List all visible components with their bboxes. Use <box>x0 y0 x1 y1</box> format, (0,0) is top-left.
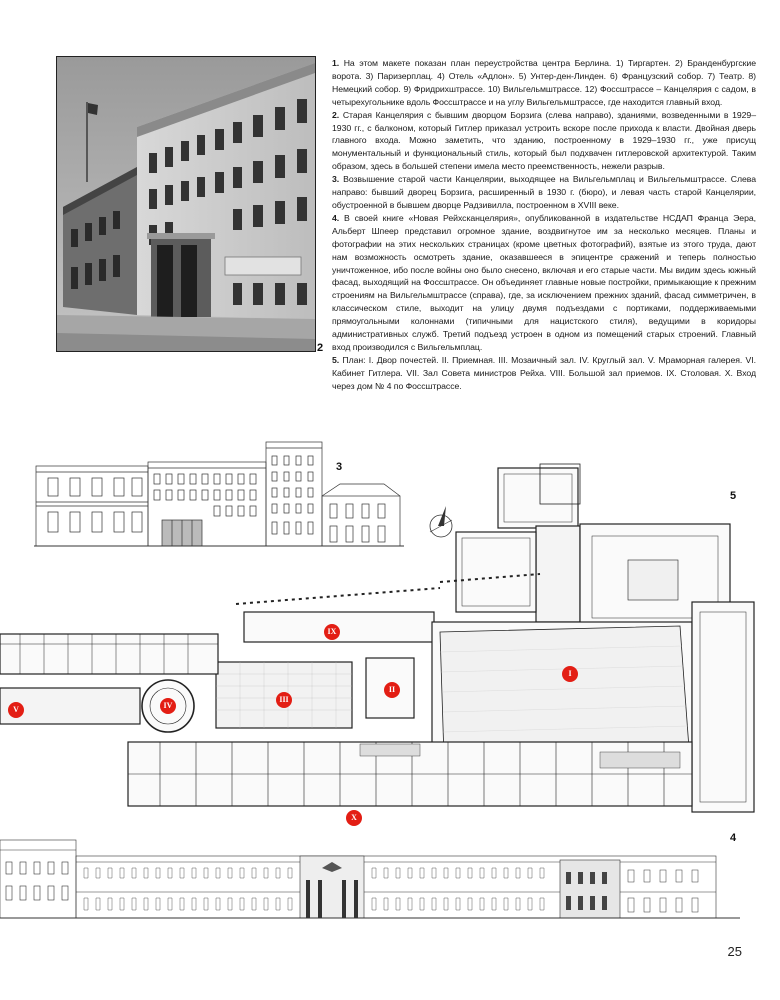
caption-number: 1. <box>332 58 340 68</box>
caption-1 <box>332 57 756 109</box>
chancellery-photo <box>56 56 316 352</box>
caption-text: План: I. Двор почестей. II. Приемная. III. Мозаичный зал. IV. Круглый зал. V. Мраморная галерея. VI. Кабинет Гитлера. VII. Зал Совета министров Рейха. VIII. Большой зал приемов. IX. Столовая. X. Вход через дом № 4 по Фоссштрассе. <box>332 354 756 391</box>
caption-text: Старая Канцелярия с бывшим дворцом Борзига (слева направо), зданиями, возведенными в 1929–1930 гг., с балконом, который Гитлер приказал устроить вскоре после прихода к власти. Двойная дверь главного входа. Можно заметить, что зданию, построенному в 1929–1930 гг., уже присущ монументальный и функциональный стиль, который был подхвачен гитлеровской архитектурой. Таким образом, здесь в большей степени имела место преемственность, нежели разрыв. <box>332 109 756 172</box>
plan-marker-IV: IV <box>160 698 176 714</box>
caption-number: 5. <box>332 354 340 365</box>
chancellery-floor-plan <box>0 462 760 832</box>
caption-block <box>332 57 756 393</box>
plan-figure-number: 5 <box>730 490 737 502</box>
caption-text: Возвышение старой части Канцелярии, выходящее на Вильгельмплац и Вильгельмштрассе. Слева направо: бывший дворец Борзига, расширенный в 1930 г. (бюро), и левая часть старой Канцелярии, обустроенной в бывшем дворце Радзивилла, построенном в XVIII веке. <box>332 174 756 210</box>
vossstrasse-facade-elevation <box>0 836 740 920</box>
caption-text: В своей книге «Новая Рейхсканцелярия», опубликованной в издательстве НСДАП Франца Эера, Альберт Шпеер представил огромное здание, воздвигнутое им за несколько месяцев. Планы и фотографии на этих нескольких страницах (кроме цветных фотографий), взятые из этого труда, дают нам возможность осмотреть здание, оказавшееся в эпицентре сражений и теперь полностью уничтоженное, ибо после войны оно было снесено, включая и его старые части. Мы видим здесь южный фасад, выходящий на Фоссштрассе. Он объединяет главные новые постройки, примыкающие к прежним строениям на Вильгельмштрассе (справа), где, за исключением прежних зданий, фасад симметричен, в классическом стиле, выходит на улицу двумя подъездами с портиками, поддерживаемыми прямоугольными колоннами (типичными для нацистского стиля), ведущими в коридоры административных служб. Третий подъезд устроен в одном из помещений старых строений. Главный вход производился с Вильгельмплац. <box>332 212 756 352</box>
plan-marker-II: II <box>384 682 400 698</box>
caption-4 <box>332 212 756 354</box>
caption-number: 3. <box>332 174 340 185</box>
plan-marker-I: I <box>562 666 578 682</box>
plan-marker-III: III <box>276 692 292 708</box>
caption-text: На этом макете показан план переустройства центра Берлина. 1) Тиргартен. 2) Бранденбургские ворота. 3) Паризерплац. 4) Отель «Адлон». 5) Унтер-ден-Линден. 6) Французский собор. 7) Театр. 8) Немецкий собор. 9) Фридрихштрассе. 10) Вильгельмштрассе. 12) Фоссштрассе – Канцелярия с садом, в четырехугольнике вдоль Фоссштрассе и на углу Вильгельмштрассе, где находится главный вход. <box>332 58 756 107</box>
caption-number: 2. <box>332 109 340 120</box>
plan-marker-X: X <box>346 810 362 826</box>
caption-2 <box>332 109 756 174</box>
caption-3 <box>332 173 756 212</box>
elevation-top-figure-number: 3 <box>336 461 343 473</box>
plan-marker-V: V <box>8 702 24 718</box>
elevation-bottom-figure-number: 4 <box>730 832 737 844</box>
page-number: 25 <box>727 944 742 959</box>
caption-number: 4. <box>332 212 340 223</box>
caption-5 <box>332 354 756 393</box>
plan-marker-IX: IX <box>324 624 340 640</box>
photo-figure-number: 2 <box>317 342 324 354</box>
